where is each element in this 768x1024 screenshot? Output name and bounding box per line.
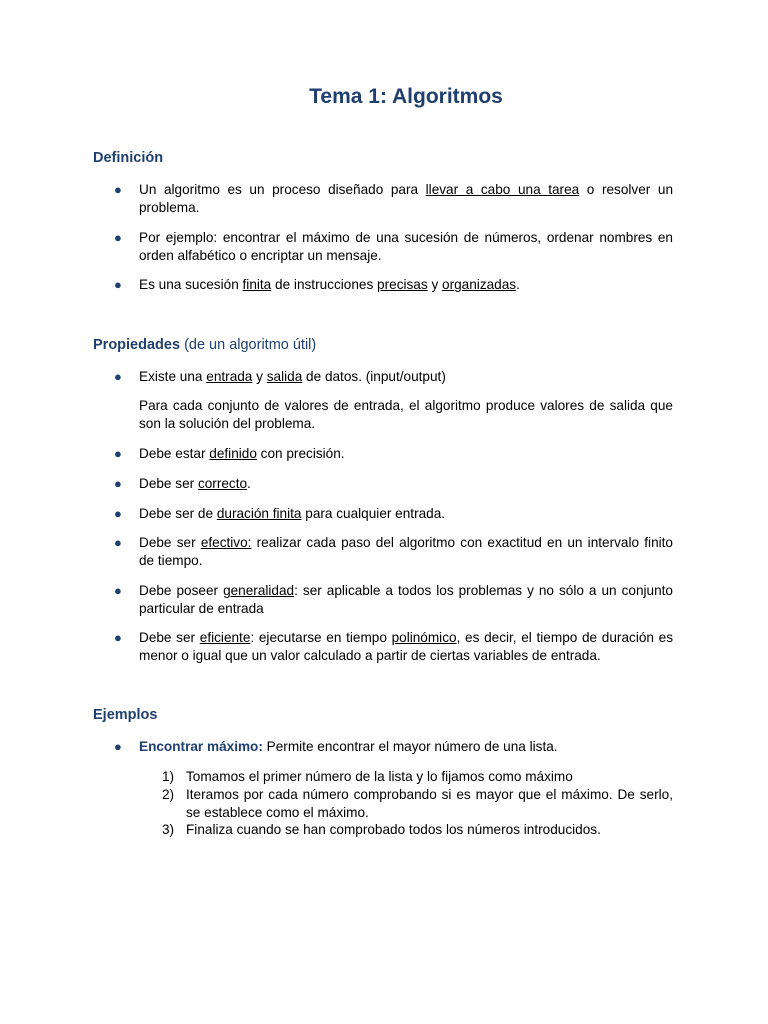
- propiedades-item-1-detail: [139, 397, 673, 432]
- text-span: .: [516, 277, 520, 292]
- text-span: Debe estar: [139, 446, 210, 461]
- bullet-icon: ●: [114, 182, 122, 197]
- step-number: 3): [162, 822, 175, 837]
- underlined-term: eficiente: [199, 630, 251, 645]
- bullet-icon: ●: [114, 446, 122, 461]
- text-span: Debe ser de: [139, 506, 217, 521]
- bullet-icon: ●: [114, 369, 122, 384]
- definicion-item-2: [139, 229, 673, 264]
- text-span: o resolver un problema.: [139, 182, 674, 215]
- underlined-term: llevar a cabo una tarea: [425, 182, 580, 197]
- underlined-term: entrada: [206, 369, 253, 384]
- propiedades-item-7: [139, 629, 673, 664]
- underlined-term: precisas: [377, 277, 428, 292]
- text-span: de instrucciones: [271, 277, 378, 292]
- step-text: Iteramos por cada número comprobando si es mayor que el máximo. De serlo, se establece como el máximo.: [186, 787, 673, 820]
- bullet-icon: ●: [114, 630, 122, 645]
- bullet-icon: ●: [114, 739, 122, 754]
- step-text: Tomamos el primer número de la lista y lo fijamos como máximo: [186, 769, 573, 784]
- text-span: realizar cada paso del algoritmo con exactitud en un intervalo finito de tiempo.: [139, 535, 673, 568]
- heading-subtext: (de un algoritmo útil): [184, 337, 317, 353]
- step-number: 2): [162, 787, 175, 802]
- underlined-term: polinómico: [391, 630, 457, 645]
- step-number: 1): [162, 769, 175, 784]
- text-span: : ser aplicable a todos los problemas y no sólo a un conjunto particular de entrada: [139, 583, 673, 616]
- bullet-icon: ●: [114, 277, 122, 292]
- text-span: Debe ser: [139, 630, 200, 645]
- text-span: Debe poseer: [139, 583, 224, 598]
- definicion-item-3: [139, 276, 673, 294]
- definicion-item-1: [139, 181, 673, 216]
- text-span: , es decir, el tiempo de duración es menor o igual que un valor calculado a partir de ciertas variables de entrada.: [139, 630, 673, 663]
- text-span: : ejecutarse en tiempo: [250, 630, 392, 645]
- ejemplos-item-1: [139, 738, 673, 756]
- text-span: .: [247, 476, 251, 491]
- text-span: y: [252, 369, 267, 384]
- text-span: de datos. (input/output): [302, 369, 446, 384]
- propiedades-item-3: [139, 475, 673, 493]
- section-heading-definicion: Definición: [93, 150, 164, 166]
- bullet-icon: ●: [114, 230, 122, 245]
- bullet-icon: ●: [114, 583, 122, 598]
- propiedades-item-6: [139, 582, 673, 617]
- underlined-term: definido: [209, 446, 257, 461]
- underlined-term: salida: [266, 369, 303, 384]
- text-span: Debe ser: [139, 476, 198, 491]
- section-heading-ejemplos: Ejemplos: [93, 707, 158, 723]
- bullet-icon: ●: [114, 506, 122, 521]
- text-span: Es una sucesión: [139, 277, 243, 292]
- example-label: Encontrar máximo:: [139, 739, 263, 754]
- text-span: y: [427, 277, 443, 292]
- bullet-icon: ●: [114, 476, 122, 491]
- underlined-term: duración finita: [216, 506, 302, 521]
- propiedades-item-2: [139, 445, 673, 463]
- bullet-icon: ●: [114, 535, 122, 550]
- underlined-term: finita: [242, 277, 272, 292]
- text-span: Existe una: [139, 369, 207, 384]
- underlined-term: organizadas: [442, 277, 517, 292]
- section-heading-propiedades: [93, 337, 316, 353]
- underlined-term: correcto: [197, 476, 248, 491]
- propiedades-item-1: [139, 368, 673, 386]
- text-span: Por ejemplo: encontrar el máximo de una sucesión de números, ordenar nombres en orden alfabético o encriptar un mensaje.: [139, 230, 673, 263]
- propiedades-item-4: [139, 505, 673, 523]
- heading-text: Propiedades: [93, 337, 181, 353]
- text-span: Debe ser: [139, 535, 201, 550]
- text-span: Un algoritmo es un proceso diseñado para: [139, 182, 426, 197]
- underlined-term: generalidad: [223, 583, 295, 598]
- underlined-term: efectivo:: [200, 535, 252, 550]
- page-title: Tema 1: Algoritmos: [309, 85, 503, 108]
- text-span: Para cada conjunto de valores de entrada, el algoritmo produce valores de salida que son la solución del problema.: [139, 398, 673, 431]
- text-span: para cualquier entrada.: [301, 506, 446, 521]
- text-span: con precisión.: [256, 446, 345, 461]
- step-text: Finaliza cuando se han comprobado todos los números introducidos.: [186, 822, 601, 837]
- text-span: Permite encontrar el mayor número de una lista.: [262, 739, 558, 754]
- propiedades-item-5: [139, 534, 673, 569]
